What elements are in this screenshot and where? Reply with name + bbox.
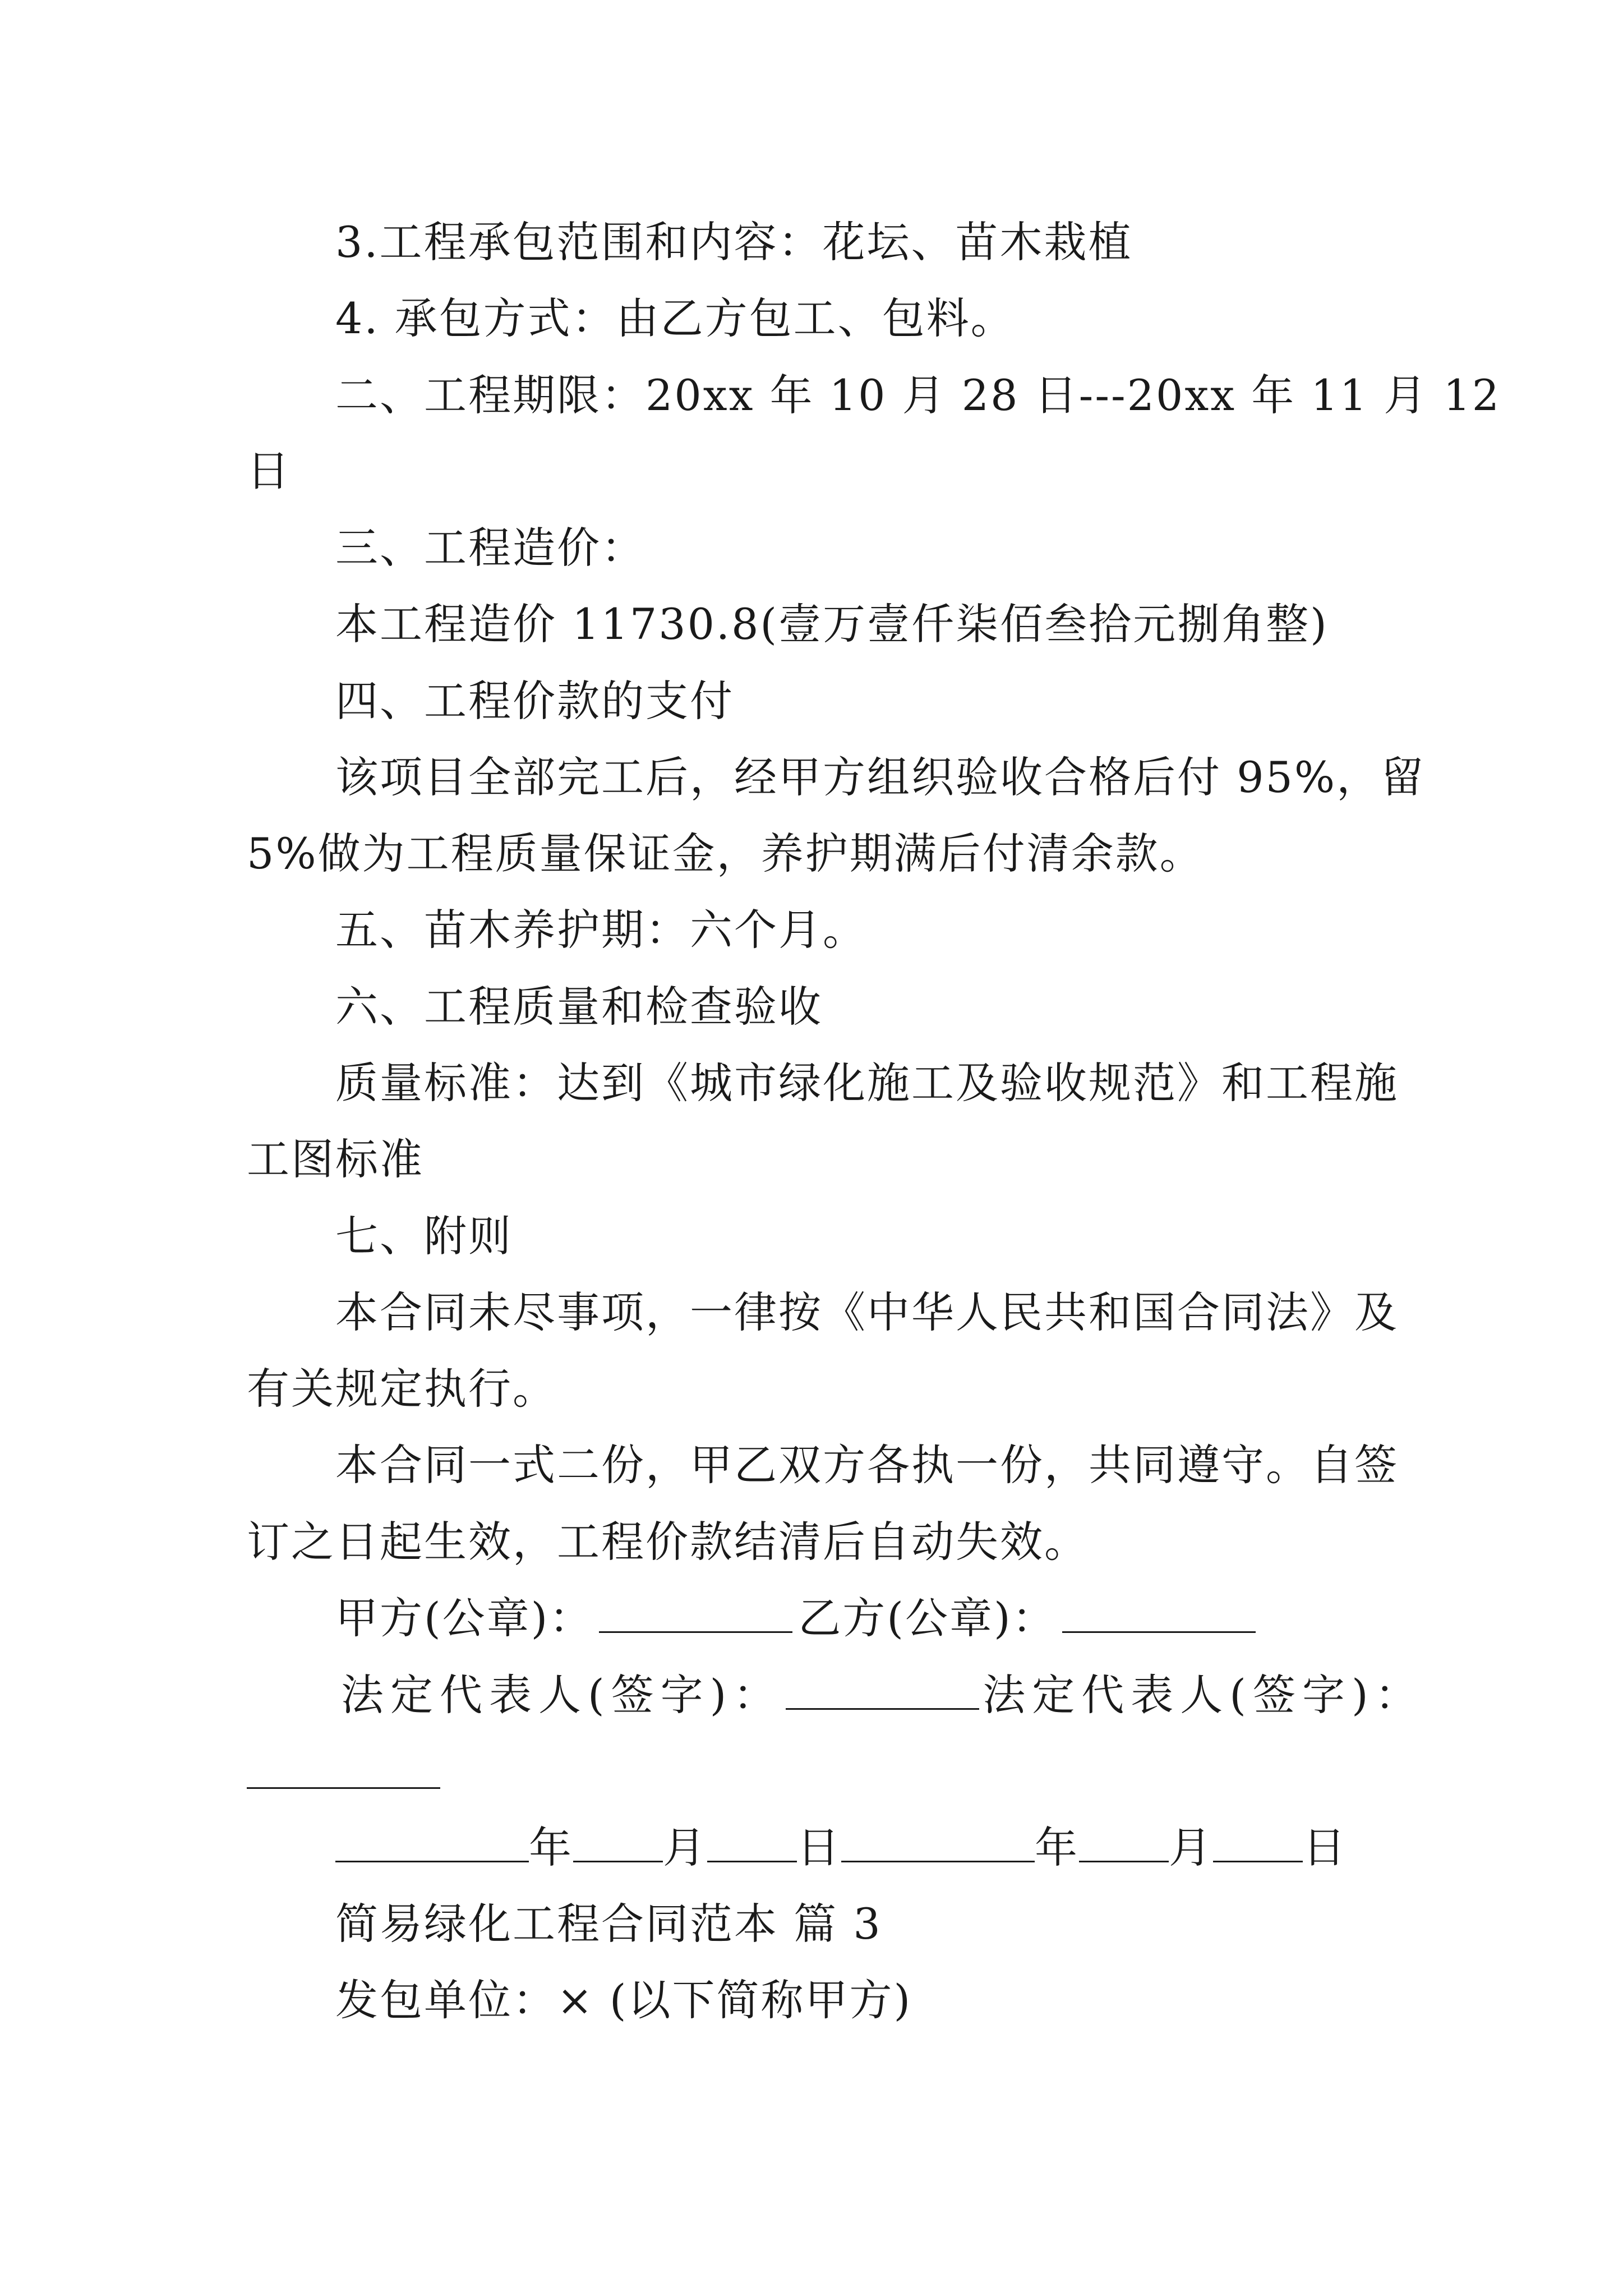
representative-row	[341, 1667, 1424, 1723]
date-b-month-blank	[1079, 1826, 1169, 1862]
date-a-day-blank	[707, 1826, 797, 1862]
clause-scope: 3.工程承包范围和内容：花坛、苗木栽植	[335, 217, 1133, 267]
next-section-contractor: 发包单位：× (以下简称甲方)	[335, 1975, 912, 2025]
section-term: 二、工程期限：20xx 年 10 月 28 日---20xx 年 11 月 12	[335, 370, 1501, 420]
rep-a-signature-blank	[786, 1673, 979, 1710]
rep-a-label: 法定代表人(签字)：	[341, 1670, 783, 1720]
date-a-day-label: 日	[797, 1823, 841, 1872]
rep-b-signature-blank	[247, 1787, 440, 1789]
date-b-day-label: 日	[1303, 1823, 1347, 1872]
section-quality-heading: 六、工程质量和检查验收	[335, 982, 823, 1032]
date-row	[335, 1820, 1347, 1876]
section-copies-text-cont: 订之日起生效，工程价款结清后自动失效。	[247, 1517, 1089, 1567]
section-maintenance: 五、苗木养护期：六个月。	[335, 905, 867, 955]
party-b-seal-blank	[1062, 1596, 1256, 1633]
party-a-seal-label: 甲方(公章)：	[335, 1593, 594, 1643]
date-a-month-blank	[573, 1826, 663, 1862]
section-appendix-text-cont: 有关规定执行。	[247, 1364, 557, 1414]
party-seal-row	[335, 1590, 1256, 1646]
section-cost-heading: 三、工程造价：	[335, 523, 645, 573]
clause-contract-method: 4. 承包方式：由乙方包工、包料。	[335, 293, 1015, 343]
section-term-cont: 日	[247, 446, 291, 496]
date-a-year-blank	[335, 1826, 529, 1862]
rep-b-label: 法定代表人(签字)：	[983, 1670, 1424, 1720]
party-b-seal-label: 乙方(公章)：	[798, 1593, 1057, 1643]
date-b-year-label: 年	[1035, 1823, 1079, 1872]
section-appendix-heading: 七、附则	[335, 1211, 513, 1261]
section-payment-heading: 四、工程价款的支付	[335, 676, 734, 726]
section-quality-text: 质量标准：达到《城市绿化施工及验收规范》和工程施	[335, 1058, 1399, 1108]
date-a-month-label: 月	[663, 1823, 707, 1872]
section-payment-text: 该项目全部完工后，经甲方组织验收合格后付 95%，留	[335, 752, 1426, 802]
section-quality-text-cont: 工图标准	[247, 1134, 424, 1184]
next-section-title: 简易绿化工程合同范本 篇 3	[335, 1899, 882, 1949]
date-b-year-blank	[841, 1826, 1035, 1862]
section-cost-amount: 本工程造价 11730.8(壹万壹仟柒佰叁拾元捌角整)	[335, 599, 1329, 649]
date-b-month-label: 月	[1169, 1823, 1213, 1872]
party-a-seal-blank	[599, 1596, 792, 1633]
date-a-year-label: 年	[529, 1823, 573, 1872]
date-b-day-blank	[1213, 1826, 1303, 1862]
section-copies-text: 本合同一式二份，甲乙双方各执一份，共同遵守。自签	[335, 1440, 1399, 1490]
section-payment-text-cont: 5%做为工程质量保证金，养护期满后付清余款。	[247, 829, 1204, 878]
section-appendix-text: 本合同未尽事项，一律按《中华人民共和国合同法》及	[335, 1287, 1399, 1337]
